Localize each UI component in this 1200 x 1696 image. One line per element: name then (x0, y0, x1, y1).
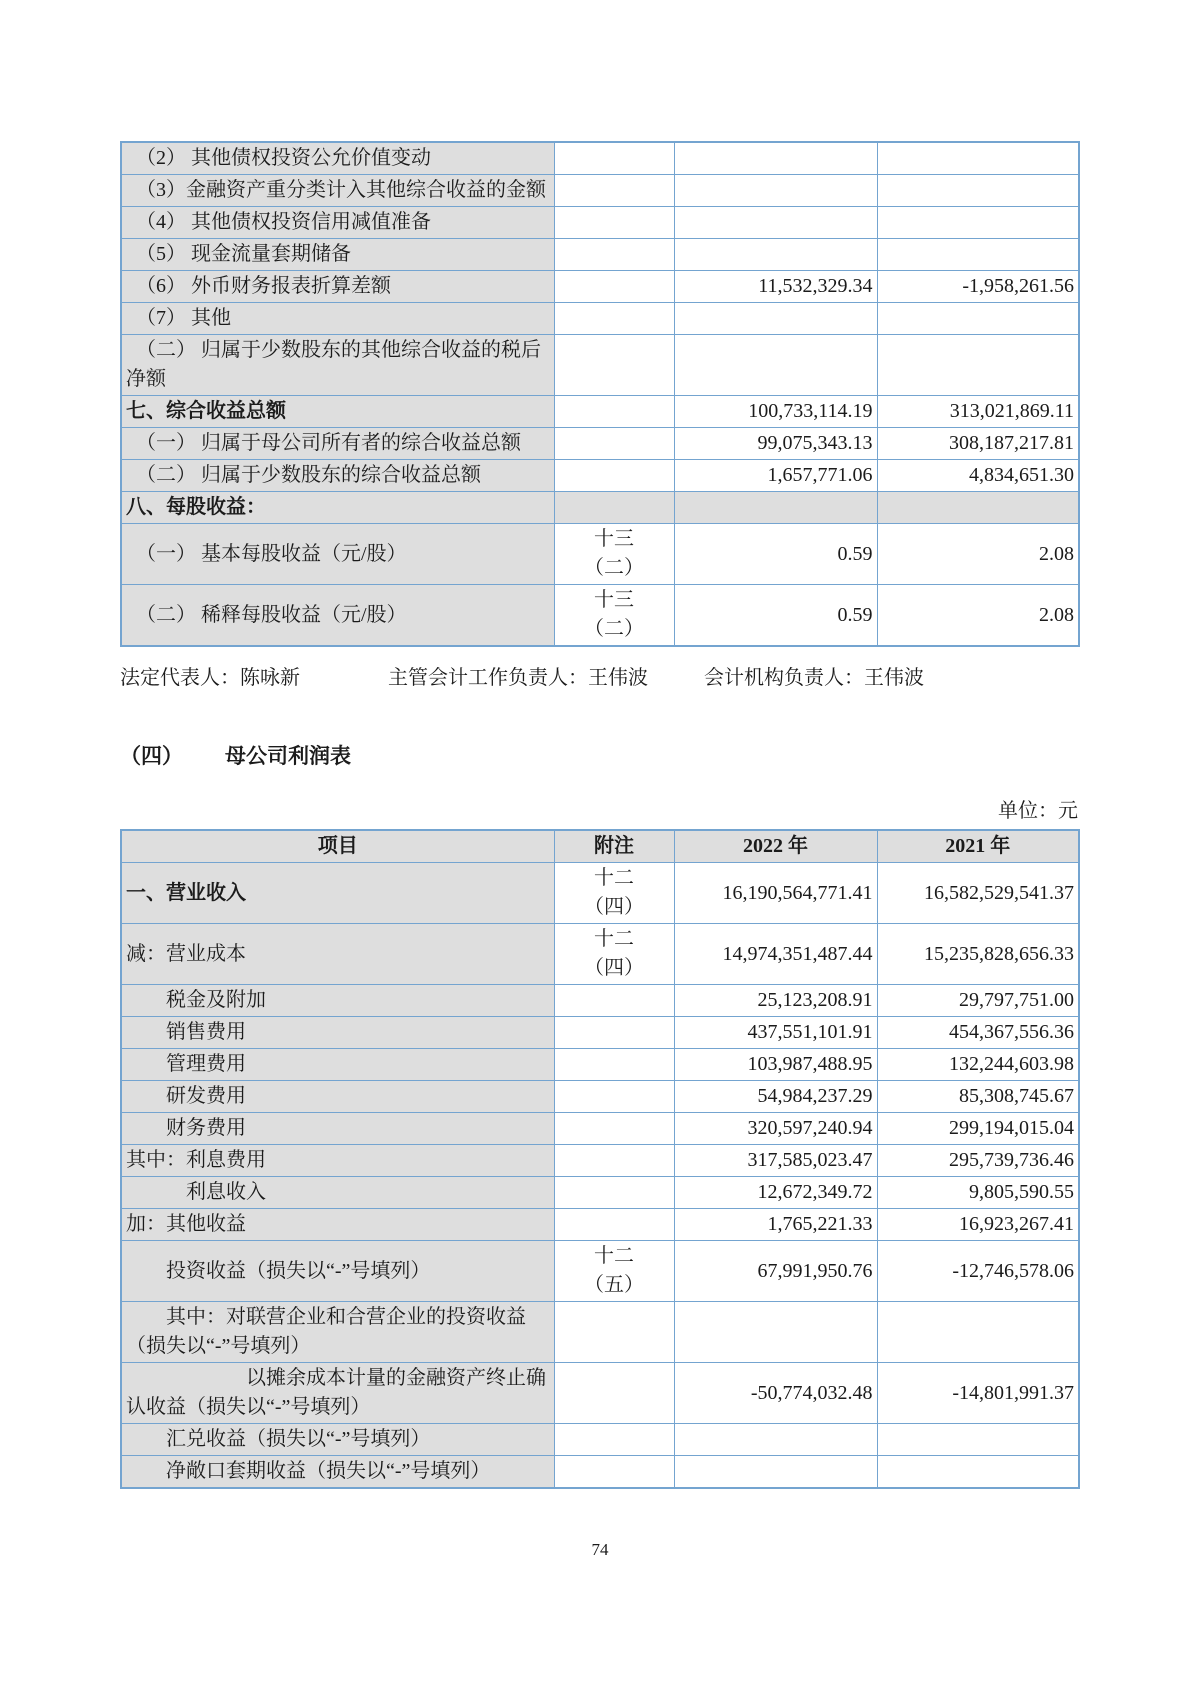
value-2022-cell: 11,532,329.34 (674, 271, 877, 303)
item-cell: （5） 现金流量套期储备 (121, 239, 554, 271)
value-2022-cell (674, 207, 877, 239)
value-2021-cell: 295,739,736.46 (877, 1145, 1079, 1177)
item-cell: 投资收益（损失以“-”号填列） (121, 1241, 554, 1302)
chief-accountant-label: 主管会计工作负责人：王伟波 (388, 667, 648, 689)
value-2021-cell (877, 207, 1079, 239)
table-row (121, 524, 1079, 585)
value-2021-cell: 132,244,603.98 (877, 1049, 1079, 1081)
table-row (121, 239, 1079, 271)
column-header-item: 项目 (121, 830, 554, 863)
table-row (121, 924, 1079, 985)
legal-representative-label: 法定代表人：陈咏新 (120, 667, 300, 689)
table-row (121, 1081, 1079, 1113)
value-2022-cell (674, 1302, 877, 1363)
value-2021-cell: 2.08 (877, 585, 1079, 647)
value-2021-cell: 308,187,217.81 (877, 428, 1079, 460)
table-row (121, 1113, 1079, 1145)
item-cell: 一、营业收入 (121, 863, 554, 924)
value-2022-cell (674, 1456, 877, 1489)
value-2022-cell: 67,991,950.76 (674, 1241, 877, 1302)
item-cell: 管理费用 (121, 1049, 554, 1081)
value-2022-cell: 0.59 (674, 585, 877, 647)
value-2022-cell: 54,984,237.29 (674, 1081, 877, 1113)
note-cell (554, 1017, 674, 1049)
note-cell: 十二 （四） (554, 863, 674, 924)
value-2021-cell: 9,805,590.55 (877, 1177, 1079, 1209)
note-cell (554, 396, 674, 428)
table-row (121, 428, 1079, 460)
value-2021-cell (877, 1456, 1079, 1489)
item-cell: 其中：利息费用 (121, 1145, 554, 1177)
column-header-2021: 2021 年 (877, 830, 1079, 863)
note-cell (554, 239, 674, 271)
item-cell: 八、每股收益： (121, 492, 554, 524)
value-2021-cell: 16,923,267.41 (877, 1209, 1079, 1241)
value-2021-cell: -1,958,261.56 (877, 271, 1079, 303)
note-cell (554, 1363, 674, 1424)
item-cell: （二） 归属于少数股东的其他综合收益的税后净额 (121, 335, 554, 396)
table-row (121, 1302, 1079, 1363)
item-cell: 以摊余成本计量的金融资产终止确认收益（损失以“-”号填列） (121, 1363, 554, 1424)
value-2022-cell (674, 175, 877, 207)
table-row (121, 1456, 1079, 1489)
signature-line (120, 661, 1200, 690)
value-2021-cell (877, 175, 1079, 207)
table-row (121, 207, 1079, 239)
item-cell: （6） 外币财务报表折算差额 (121, 271, 554, 303)
item-cell: （7） 其他 (121, 303, 554, 335)
item-cell: （二） 稀释每股收益（元/股） (121, 585, 554, 647)
value-2022-cell: 99,075,343.13 (674, 428, 877, 460)
note-cell: 十三 （二） (554, 524, 674, 585)
value-2021-cell: 454,367,556.36 (877, 1017, 1079, 1049)
page-number: 74 (591, 1540, 609, 1559)
value-2022-cell: 320,597,240.94 (674, 1113, 877, 1145)
note-cell (554, 460, 674, 492)
value-2022-cell (674, 303, 877, 335)
note-cell (554, 1424, 674, 1456)
value-2021-cell: 2.08 (877, 524, 1079, 585)
value-2021-cell: 85,308,745.67 (877, 1081, 1079, 1113)
table-row (121, 585, 1079, 647)
parent-company-income-statement-table (120, 829, 1080, 1489)
note-cell (554, 142, 674, 175)
value-2021-cell: 4,834,651.30 (877, 460, 1079, 492)
item-cell: 税金及附加 (121, 985, 554, 1017)
table-row (121, 335, 1079, 396)
note-cell: 十二 （四） (554, 924, 674, 985)
value-2022-cell: 12,672,349.72 (674, 1177, 877, 1209)
value-2021-cell (877, 239, 1079, 271)
value-2021-cell: -14,801,991.37 (877, 1363, 1079, 1424)
note-cell (554, 428, 674, 460)
note-cell (554, 271, 674, 303)
value-2021-cell (877, 1302, 1079, 1363)
value-2022-cell (674, 239, 877, 271)
note-cell: 十三 （二） (554, 585, 674, 647)
table-row (121, 492, 1079, 524)
note-cell (554, 303, 674, 335)
item-cell: （一） 归属于母公司所有者的综合收益总额 (121, 428, 554, 460)
note-cell (554, 1145, 674, 1177)
value-2021-cell: 16,582,529,541.37 (877, 863, 1079, 924)
note-cell (554, 1081, 674, 1113)
note-cell (554, 335, 674, 396)
section-index: （四） (120, 744, 183, 768)
value-2022-cell: 1,657,771.06 (674, 460, 877, 492)
item-cell: 净敞口套期收益（损失以“-”号填列） (121, 1456, 554, 1489)
value-2021-cell: 15,235,828,656.33 (877, 924, 1079, 985)
value-2022-cell (674, 142, 877, 175)
table-row (121, 1241, 1079, 1302)
value-2021-cell: 299,194,015.04 (877, 1113, 1079, 1145)
value-2022-cell: 16,190,564,771.41 (674, 863, 877, 924)
note-cell (554, 1113, 674, 1145)
note-cell (554, 1177, 674, 1209)
table-row (121, 1177, 1079, 1209)
value-2022-cell: 317,585,023.47 (674, 1145, 877, 1177)
value-2022-cell: 25,123,208.91 (674, 985, 877, 1017)
note-cell (554, 207, 674, 239)
item-cell: 汇兑收益（损失以“-”号填列） (121, 1424, 554, 1456)
note-cell (554, 1456, 674, 1489)
value-2022-cell: 1,765,221.33 (674, 1209, 877, 1241)
value-2022-cell: 437,551,101.91 (674, 1017, 877, 1049)
note-cell (554, 1049, 674, 1081)
table-row (121, 271, 1079, 303)
value-2021-cell (877, 1424, 1079, 1456)
note-cell (554, 1209, 674, 1241)
value-2022-cell: -50,774,032.48 (674, 1363, 877, 1424)
table-row (121, 1209, 1079, 1241)
note-cell: 十二 （五） (554, 1241, 674, 1302)
section-heading (120, 740, 1200, 770)
table-row (121, 460, 1079, 492)
value-2021-cell: 313,021,869.11 (877, 396, 1079, 428)
item-cell: 利息收入 (121, 1177, 554, 1209)
item-cell: （3）金融资产重分类计入其他综合收益的金额 (121, 175, 554, 207)
value-2022-cell (674, 1424, 877, 1456)
value-2021-cell (877, 335, 1079, 396)
value-2021-cell (877, 303, 1079, 335)
item-cell: 研发费用 (121, 1081, 554, 1113)
table-row (121, 985, 1079, 1017)
item-cell: （4） 其他债权投资信用减值准备 (121, 207, 554, 239)
table-row (121, 142, 1079, 175)
accounting-head-label: 会计机构负责人：王伟波 (704, 667, 924, 689)
item-cell: 加：其他收益 (121, 1209, 554, 1241)
value-2022-cell: 103,987,488.95 (674, 1049, 877, 1081)
column-header-2022: 2022 年 (674, 830, 877, 863)
note-cell (554, 985, 674, 1017)
table-row (121, 1424, 1079, 1456)
item-cell: 减：营业成本 (121, 924, 554, 985)
item-cell: 其中：对联营企业和合营企业的投资收益（损失以“-”号填列） (121, 1302, 554, 1363)
section-title: 母公司利润表 (225, 744, 351, 768)
value-2021-cell: -12,746,578.06 (877, 1241, 1079, 1302)
value-2021-cell: 29,797,751.00 (877, 985, 1079, 1017)
item-cell: 财务费用 (121, 1113, 554, 1145)
table-header-row (121, 830, 1079, 863)
comprehensive-income-table-continued (120, 141, 1080, 647)
table-row (121, 303, 1079, 335)
table-row (121, 1017, 1079, 1049)
table-row (121, 175, 1079, 207)
value-2022-cell: 100,733,114.19 (674, 396, 877, 428)
value-2022-cell: 0.59 (674, 524, 877, 585)
column-header-note: 附注 (554, 830, 674, 863)
table-row (121, 1363, 1079, 1424)
table-row (121, 396, 1079, 428)
note-cell (554, 492, 674, 524)
note-cell (554, 1302, 674, 1363)
table-row (121, 1145, 1079, 1177)
note-cell (554, 175, 674, 207)
item-cell: （2） 其他债权投资公允价值变动 (121, 142, 554, 175)
item-cell: （一） 基本每股收益（元/股） (121, 524, 554, 585)
value-2021-cell (877, 142, 1079, 175)
table-row (121, 863, 1079, 924)
value-2022-cell (674, 492, 877, 524)
value-2021-cell (877, 492, 1079, 524)
item-cell: 销售费用 (121, 1017, 554, 1049)
table-row (121, 1049, 1079, 1081)
item-cell: 七、综合收益总额 (121, 396, 554, 428)
unit-label: 单位：元 (998, 800, 1078, 822)
value-2022-cell (674, 335, 877, 396)
value-2022-cell: 14,974,351,487.44 (674, 924, 877, 985)
item-cell: （二） 归属于少数股东的综合收益总额 (121, 460, 554, 492)
